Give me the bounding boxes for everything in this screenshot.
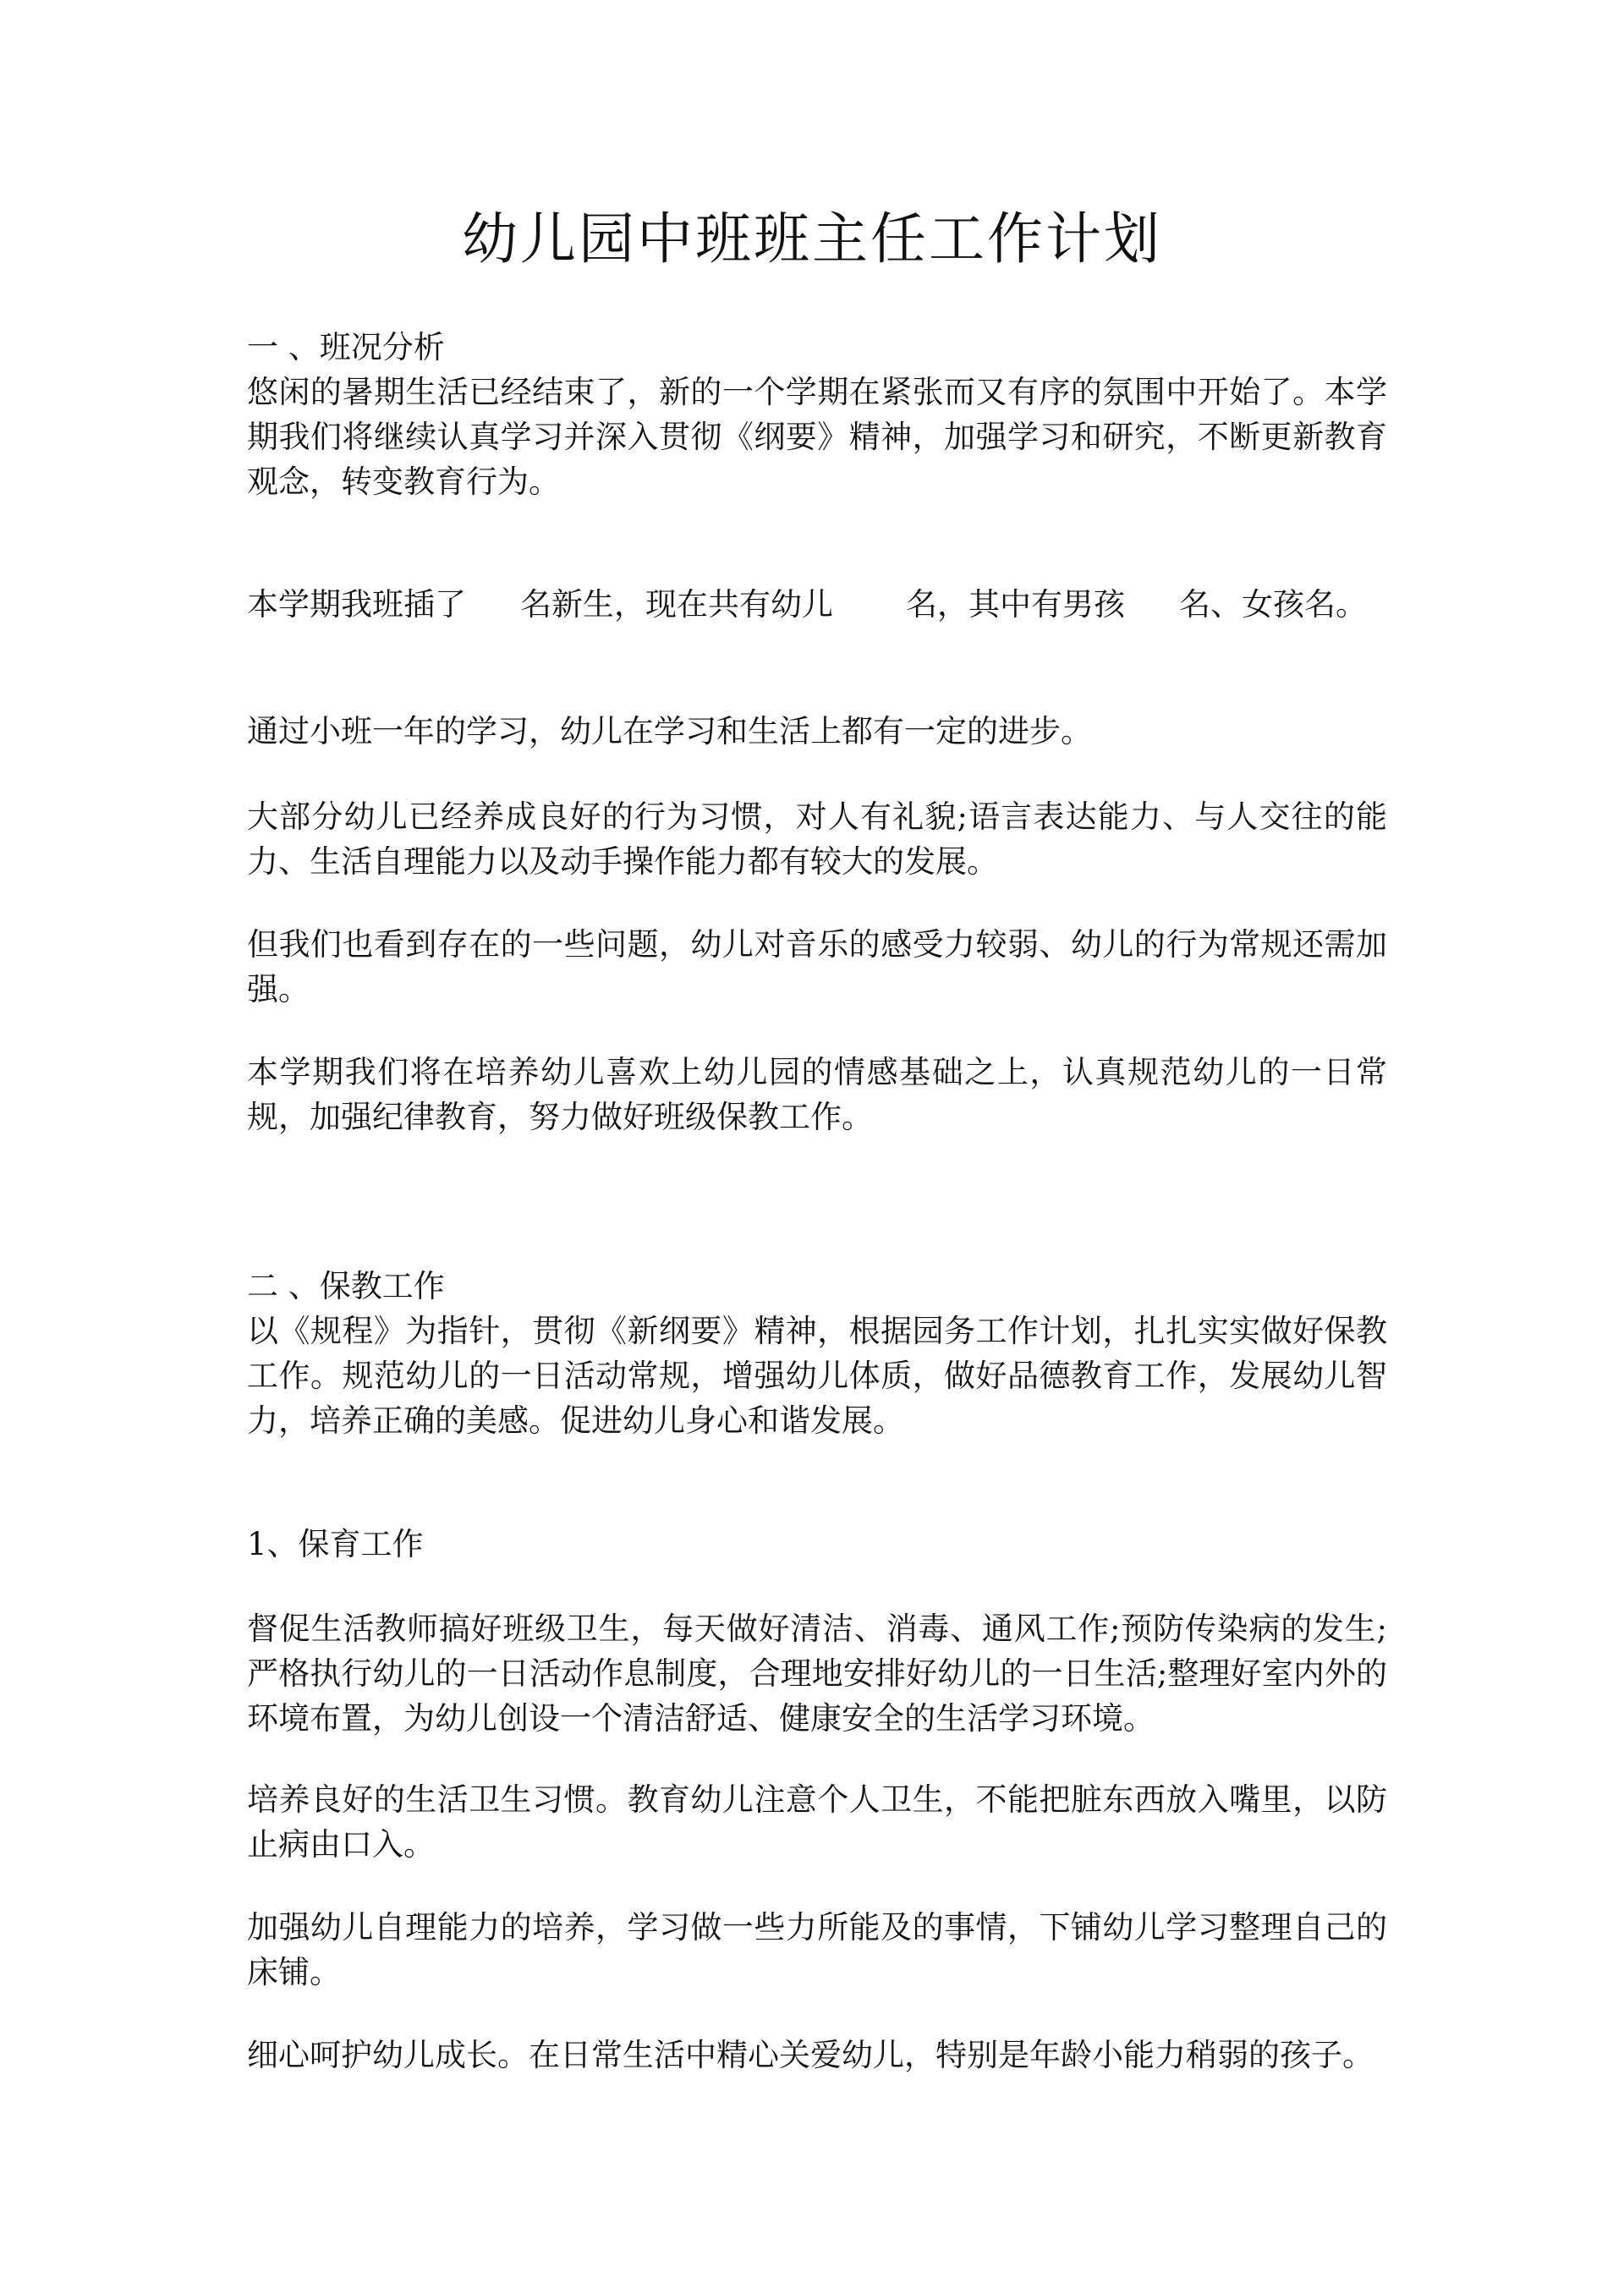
section-heading-class-analysis: 一 、班况分析 — [247, 329, 445, 365]
section-heading-care-education: 二 、保教工作 — [247, 1268, 445, 1304]
paragraph-hygiene-supervision: 督促生活教师搞好班级卫生，每天做好清洁、消毒、通风工作;预防传染病的发生;严格执行幼儿的一日活动作息制度，合理地安排好幼儿的一日生活;整理好室内外的环境布置，为幼儿创设一个清洁舒适、健康安全的生活学习环境。 — [247, 1611, 1387, 1737]
paragraph-section1-intro: 悠闲的暑期生活已经结束了，新的一个学期在紧张而又有序的氛围中开始了。本学期我们将继续认真学习并深入贯彻《纲要》精神，加强学习和研究，不断更新教育观念，转变教育行为。 — [247, 374, 1387, 500]
paragraph-enrollment — [247, 582, 1387, 627]
enrollment-text-3: 名，其中有男孩 — [906, 586, 1125, 623]
enrollment-text-1: 本学期我班插了 — [247, 586, 466, 623]
paragraph-caring: 细心呵护幼儿成长。在日常生活中精心关爱幼儿，特别是年龄小能力稍弱的孩子。 — [247, 2037, 1374, 2073]
enrollment-text-5: 名。 — [1304, 586, 1367, 623]
subheading-care-work: 1、保育工作 — [247, 1526, 424, 1562]
paragraph-progress: 通过小班一年的学习，幼儿在学习和生活上都有一定的进步。 — [247, 713, 1092, 749]
enrollment-text-2: 名新生，现在共有幼儿 — [520, 586, 833, 623]
paragraph-semester-goal: 本学期我们将在培养幼儿喜欢上幼儿园的情感基础之上，认真规范幼儿的一日常规，加强纪律教育，努力做好班级保教工作。 — [247, 1054, 1387, 1135]
enrollment-text-4: 名、女孩 — [1179, 586, 1304, 623]
document-title: 幼儿园中班班主任工作计划 — [462, 206, 1162, 272]
paragraph-habits: 大部分幼儿已经养成良好的行为习惯，对人有礼貌;语言表达能力、与人交往的能力、生活自理能力以及动手操作能力都有较大的发展。 — [247, 799, 1387, 880]
paragraph-hygiene-habits: 培养良好的生活卫生习惯。教育幼儿注意个人卫生，不能把脏东西放入嘴里，以防止病由口入。 — [247, 1781, 1387, 1863]
paragraph-section2-intro: 以《规程》为指针，贯彻《新纲要》精神，根据园务工作计划，扎扎实实做好保教工作。规范幼儿的一日活动常规，增强幼儿体质，做好品德教育工作，发展幼儿智力，培养正确的美感。促进幼儿身心和谐发展。 — [247, 1313, 1387, 1439]
paragraph-problems: 但我们也看到存在的一些问题，幼儿对音乐的感受力较弱、幼儿的行为常规还需加强。 — [247, 926, 1387, 1007]
paragraph-self-care: 加强幼儿自理能力的培养，学习做一些力所能及的事情，下铺幼儿学习整理自己的床铺。 — [247, 1909, 1387, 1990]
